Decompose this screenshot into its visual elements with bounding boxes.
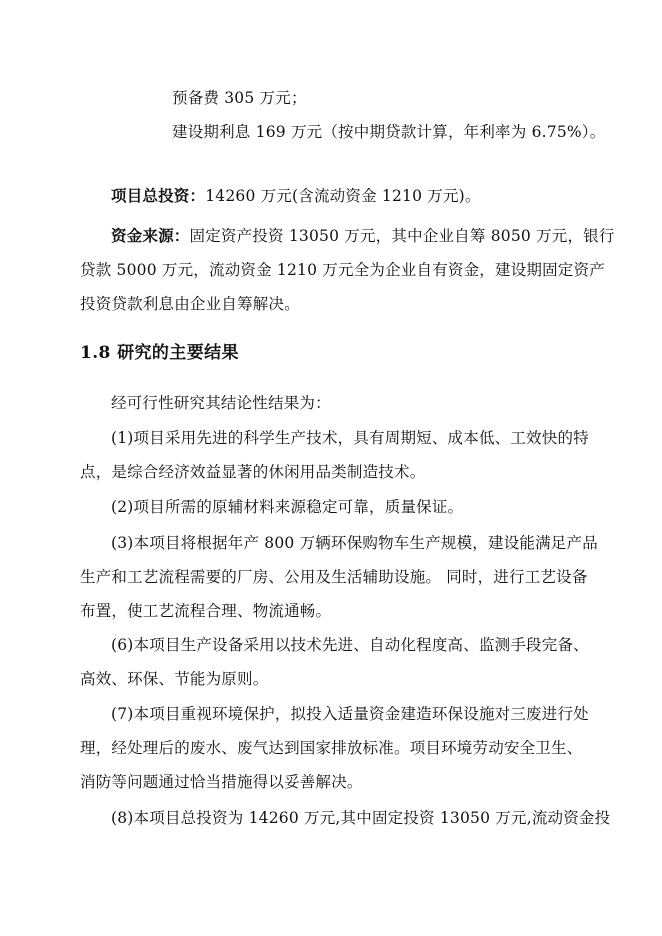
result-item-1-line-1: (1)项目采用先进的科学生产技术，具有周期短、成本低、工效快的特 <box>111 429 589 447</box>
result-item-3-line-3: 布置，使工艺流程合理、物流通畅。 <box>80 602 332 620</box>
result-item-7-line-2: 理，经处理后的废水、废气达到国家排放标准。项目环境劳动安全卫生、 <box>80 739 583 757</box>
total-investment-paragraph <box>111 186 481 206</box>
funding-source-text: 固定资产投资 13050 万元，其中企业自筹 8050 万元，银行 <box>189 227 615 245</box>
section-intro: 经可行性研究其结论性结果为： <box>111 394 331 412</box>
funding-source-line-1 <box>111 226 615 246</box>
reserve-cost-line: 预备费 305 万元； <box>172 89 307 107</box>
result-item-3-line-1: (3)本项目将根据年产 800 万辆环保购物车生产规模，建设能满足产品 <box>111 534 598 552</box>
result-item-7-line-1: (7)本项目重视环境保护，拟投入适量资金建造环保设施对三废进行处 <box>111 705 589 723</box>
funding-source-line-2: 贷款 5000 万元，流动资金 1210 万元全为企业自有资金，建设期固定资产 <box>80 261 605 279</box>
result-item-2-line-1: (2)项目所需的原辅材料来源稳定可靠，质量保证。 <box>111 498 464 516</box>
construction-interest-line: 建设期利息 169 万元（按中期贷款计算，年利率为 6.75%）。 <box>172 123 606 141</box>
total-investment-label: 项目总投资： <box>111 186 206 205</box>
funding-source-label: 资金来源： <box>111 226 190 245</box>
total-investment-text: 14260 万元(含流动资金 1210 万元)。 <box>205 187 481 205</box>
funding-source-line-3: 投资贷款利息由企业自筹解决。 <box>80 295 300 313</box>
result-item-6-line-2: 高效、环保、节能为原则。 <box>80 670 269 688</box>
section-heading: 1.8 研究的主要结果 <box>80 343 239 363</box>
result-item-1-line-2: 点，是综合经济效益显著的休闲用品类制造技术。 <box>80 463 426 481</box>
result-item-7-line-3: 消防等问题通过恰当措施得以妥善解决。 <box>80 773 363 791</box>
result-item-6-line-1: (6)本项目生产设备采用以技术先进、自动化程度高、监测手段完备、 <box>111 636 589 654</box>
result-item-8-line-1: (8)本项目总投资为 14260 万元,其中固定投资 13050 万元,流动资金投 <box>111 809 611 827</box>
result-item-3-line-2: 生产和工艺流程需要的厂房、公用及生活辅助设施。 同时，进行工艺设备 <box>80 568 588 586</box>
